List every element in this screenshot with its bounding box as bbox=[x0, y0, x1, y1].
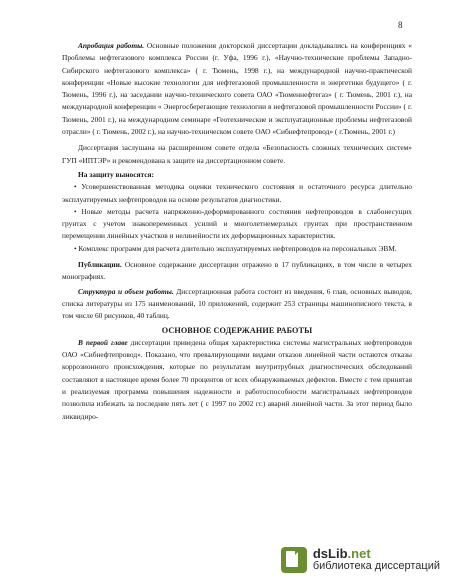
book-logo-icon bbox=[281, 547, 307, 573]
defended-paragraph: Диссертация заслушана на расширенном совете отдела «Безопасность сложных технических систем» ГУП «ИПТЭР» и рекомендована к защите на диссертационном совете. bbox=[62, 143, 412, 165]
chapter1-text: диссертации приведена общая характеристика системы магистральных нефтепроводов ОАО «Сибнефтепровод». Показано, что превалирующими видами отказов линейной части остаются отказы коррозионного происхождения, которые по результатам внутритрубных диагностических обследований составляют в настоящее время более 70 процентов от всех обнаруживаемых дефектов. Вместе с тем принятая и реализуемая программа повышения надежности и работоспособности магистральных нефтепроводов позволила избежать за последние пять лет ( с 1997 по 2002 гг.) аварий линейной части. За этот период было ликвидиро- bbox=[62, 337, 412, 421]
defense-item-2: • Новые методы расчета напряженно-деформированного состояния нефтепроводов в слабонесущих грунтах с учетом знакопеременных усилий и многолетнемерзлых грунтах при пространственном перемещении линейных участков и нелинейности их деформационных характеристик. bbox=[62, 206, 412, 241]
defense-heading-paragraph bbox=[62, 169, 412, 181]
watermark bbox=[281, 547, 440, 573]
publications-paragraph bbox=[62, 259, 412, 284]
approbation-paragraph bbox=[62, 40, 412, 138]
chapter1-heading: В первой главе bbox=[78, 337, 128, 347]
watermark-brand bbox=[313, 547, 440, 561]
section-title: ОСНОВНОЕ СОДЕРЖАНИЕ РАБОТЫ bbox=[161, 325, 313, 335]
page-number: 8 bbox=[398, 20, 403, 30]
watermark-brand-main: dsLib bbox=[312, 546, 348, 562]
watermark-text bbox=[313, 547, 440, 572]
defense-heading: На защиту выносятся: bbox=[78, 169, 154, 179]
defense-item-3: • Комплекс программ для расчета длительно эксплуатируемых нефтепроводов на персональных ЭВМ. bbox=[74, 243, 397, 253]
document-body bbox=[62, 40, 412, 423]
approbation-text: Основные положения докторской диссертации докладывались на конференциях « Проблемы нефтегазового комплекса России (г. Уфа, 1996 г.), «Научно-технические проблемы Западно-Сибирского нефтегазового комплекса» ( г. Тюмень, 1998 г.), на международной научно-практической конференции «Новые высокие технологии для нефтегазовой промышленности и энергетики будущего» ( г. Тюмень, 1996 г.), на заседании научно-технического совета ОАО «Тюменнефтегаз» ( г. Тюмень, 2001 г.), на международной конференции « Энергосберегающие технологии в нефтегазовой промышленности России» ( г. Тюмень, 2001 г.), на международном семинаре «Геотехнические и эксплуатационные проблемы нефтегазовой отрасли» ( г. Тюмень, 2002 г.), на научно-техническом совете ОАО «Сибнефтепровод» ( г.Тюмень, 2001 г.) bbox=[62, 41, 413, 137]
structure-heading: Структура и объем работы. bbox=[78, 286, 174, 296]
structure-text: Диссертационная работа состоит из введения, 6 глав, основных выводов, списка литературы из 175 наименований, 10 приложений, содержит 253 страницы машинописного текста, в том числе 60 рисунков, 40 таблиц. bbox=[62, 286, 412, 321]
chapter1-paragraph bbox=[62, 337, 412, 423]
watermark-brand-accent: .net bbox=[347, 546, 371, 562]
defense-item-1: • Усовершенствованная методика оценки технического состояния и остаточного ресурса длительно эксплуатируемых нефтепроводов на основе результатов диагностики. bbox=[62, 182, 412, 204]
structure-paragraph bbox=[62, 286, 412, 323]
publications-heading: Публикации. bbox=[78, 260, 122, 270]
publications-text: Основное содержание диссертации отражено в 17 публикациях, в том числе в четырех монографиях. bbox=[62, 260, 412, 282]
approbation-heading: Апробация работы. bbox=[78, 41, 145, 50]
watermark-subtitle: библиотека диссертаций bbox=[312, 560, 440, 573]
